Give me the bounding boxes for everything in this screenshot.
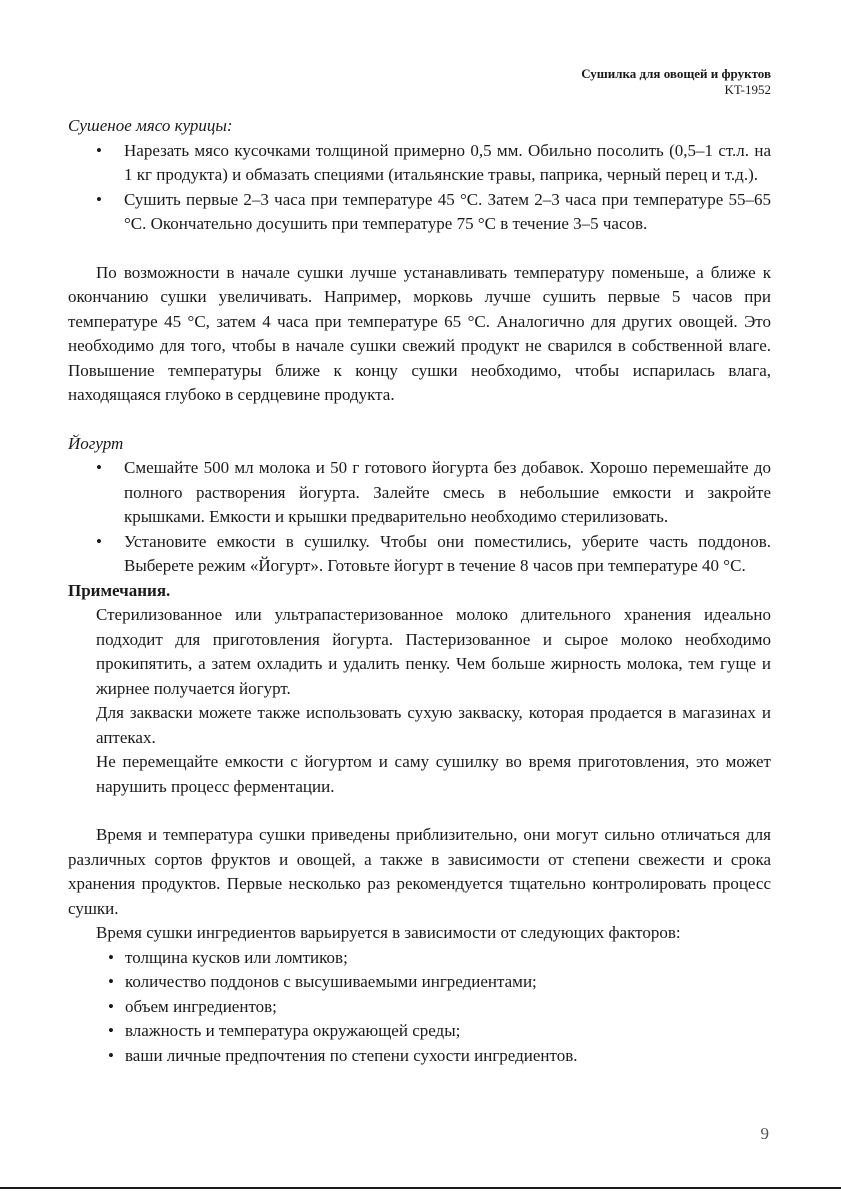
bullet-marker: •	[96, 531, 102, 551]
factors-intro: Время сушки ингредиентов варьируется в зависимости от следующих факторов:	[96, 923, 681, 942]
chicken-steps-list	[68, 139, 771, 237]
list-item	[68, 946, 771, 971]
list-item	[68, 530, 771, 579]
list-item	[68, 970, 771, 995]
list-item-text: Смешайте 500 мл молока и 50 г готового йогурта без добавок. Хорошо перемешайте до полного растворения йогурта. Залейте смесь в небольшие емкости и закройте крышками. Емкости и крышки предварительно необходимо стерилизовать.	[124, 458, 771, 526]
list-item-text: толщина кусков или ломтиков;	[125, 947, 348, 967]
note-paragraph: Не перемещайте емкости с йогуртом и саму сушилку во время приготовления, это может нарушить процесс ферментации.	[96, 752, 771, 796]
bullet-marker: •	[108, 996, 114, 1016]
drying-time-paragraph: Время и температура сушки приведены приблизительно, они могут сильно отличаться для различных сортов фруктов и овощей, а также в зависимости от степени свежести и срока хранения продуктов. Первые несколько раз рекомендуется тщательно контролировать процесс сушки.	[68, 825, 771, 918]
spacer	[68, 799, 771, 823]
product-name: Сушилка для овощей и фруктов	[581, 66, 771, 81]
list-item-text: Сушить первые 2–3 часа при температуре 45 °C. Затем 2–3 часа при температуре 55–65 °C. Окончательно досушить при температуре 75 °C в течение 3–5 часов.	[124, 189, 771, 233]
list-item-text: количество поддонов с высушиваемыми ингредиентами;	[125, 972, 537, 991]
list-item	[68, 456, 771, 530]
list-item	[68, 995, 771, 1020]
bullet-marker: •	[108, 947, 114, 967]
list-item	[68, 1019, 771, 1044]
page-number: 9	[760, 1124, 769, 1143]
list-item-text: ваши личные предпочтения по степени сухости ингредиентов.	[125, 1045, 578, 1065]
list-item-text: влажность и температура окружающей среды;	[125, 1021, 461, 1040]
page-bottom-rule	[0, 1187, 841, 1189]
factors-list	[68, 946, 771, 1069]
notes-title: Примечания.	[68, 580, 171, 600]
temperature-paragraph: По возможности в начале сушки лучше устанавливать температуру поменьше, а ближе к окончанию сушки увеличивать. Например, морковь лучше сушить первые 5 часов при температуре 45 °C, затем 4 часа при температуре 65 °C. Аналогично для других овощей. Это необходимо для того, чтобы в начале сушки свежий продукт не сварился в собственной влаге. Повышение температуры ближе к концу сушки необходимо, чтобы испарилась влага, находящаяся глубоко в сердцевине продукта.	[68, 262, 771, 404]
list-item	[68, 188, 771, 237]
yogurt-section-title: Йогурт	[68, 433, 124, 453]
list-item	[68, 139, 771, 188]
page-header	[581, 66, 771, 98]
bullet-marker: •	[96, 140, 102, 160]
bullet-marker: •	[108, 1045, 114, 1065]
page-content	[68, 114, 771, 1068]
model-number: KT-1952	[724, 82, 771, 97]
list-item-text: Установите емкости в сушилку. Чтобы они поместились, уберите часть поддонов. Выберете режим «Йогурт». Готовьте йогурт в течение 8 часов при температуре 40 °C.	[124, 531, 771, 575]
list-item	[68, 1044, 771, 1069]
yogurt-steps-list	[68, 456, 771, 579]
bullet-marker: •	[108, 972, 114, 991]
bullet-marker: •	[108, 1021, 114, 1040]
note-paragraph: Для закваски можете также использовать сухую закваску, которая продается в магазинах и аптеках.	[96, 703, 771, 747]
note-paragraph: Стерилизованное или ультрапастеризованное молоко длительного хранения идеально подходит для приготовления йогурта. Пастеризованное и сырое молоко необходимо прокипятить, а затем охладить и удалить пенку. Чем больше жирность молока, тем гуще и жирнее получается йогурт.	[96, 605, 771, 698]
chicken-section-title: Сушеное мясо курицы:	[68, 116, 233, 135]
bullet-marker: •	[96, 189, 102, 209]
list-item-text: объем ингредиентов;	[125, 996, 277, 1016]
list-item-text: Нарезать мясо кусочками толщиной примерно 0,5 мм. Обильно посолить (0,5–1 ст.л. на 1 кг продукта) и обмазать специями (итальянские травы, паприка, черный перец и т.д.).	[124, 140, 771, 184]
spacer	[68, 408, 771, 432]
bullet-marker: •	[96, 458, 102, 477]
spacer	[68, 237, 771, 261]
